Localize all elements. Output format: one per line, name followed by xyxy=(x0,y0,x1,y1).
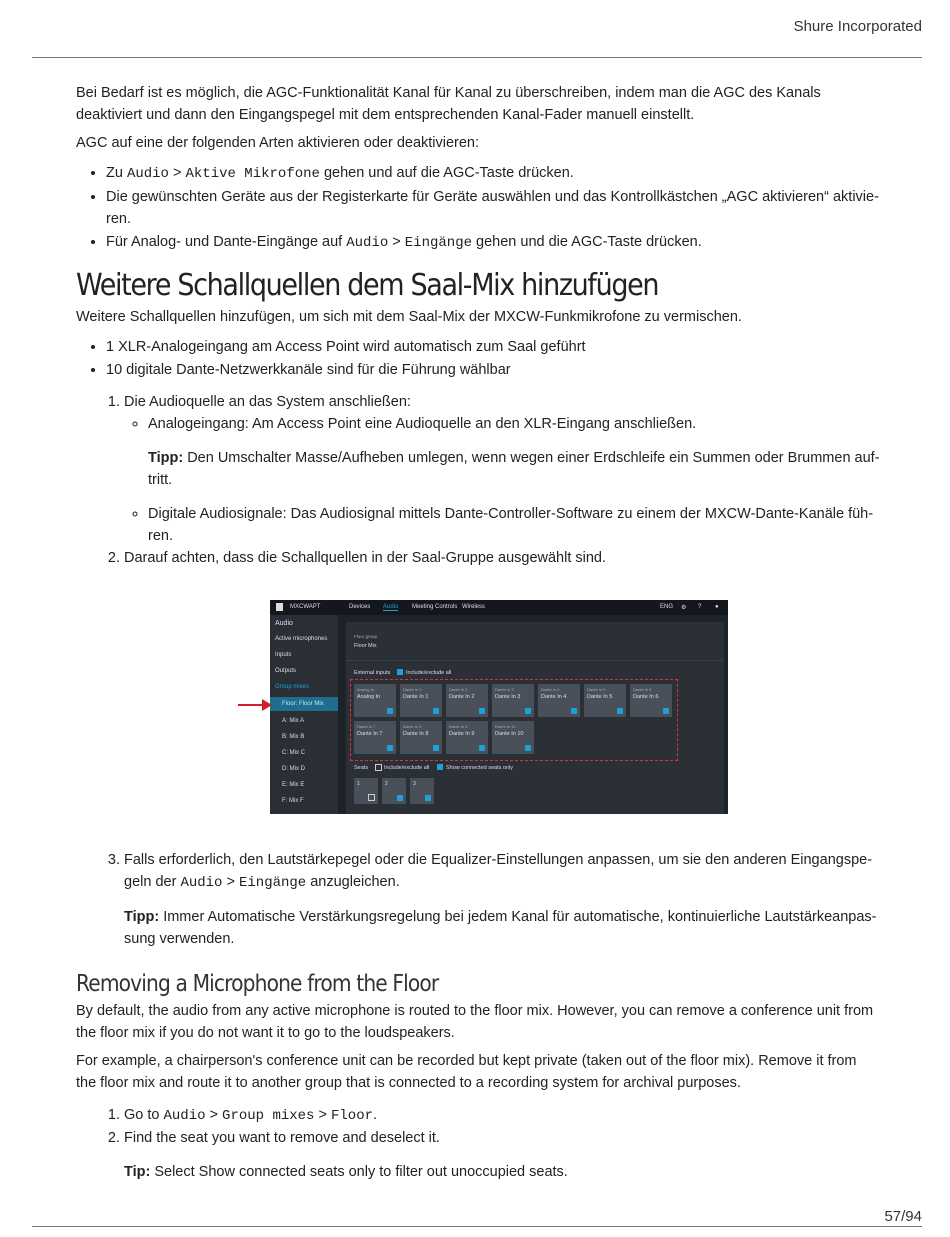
input-card-dante-10[interactable]: Dante In 10 Dante In 10 xyxy=(492,721,534,754)
sidebar-item-inputs[interactable]: Inputs xyxy=(275,652,292,658)
sidebar-item-group-mixes[interactable]: Group mixes xyxy=(275,684,310,690)
section1-paragraph: Weitere Schallquellen hinzufügen, um sich mit dem Saal-Mix der MXCW-Funkmikrofone zu vermischen. xyxy=(76,309,742,325)
input-card-dante-9[interactable]: Dante In 9 Dante In 9 xyxy=(446,721,488,754)
agc-options-list xyxy=(76,162,880,254)
input-card-dante-3[interactable]: Dante In 3 Dante In 3 xyxy=(492,684,534,717)
sidebar-item-mix-a[interactable]: A: Mix A xyxy=(282,718,305,724)
nav-tab-devices[interactable]: Devices xyxy=(349,604,371,610)
seats-label: Seats xyxy=(354,765,369,771)
footer-rule xyxy=(32,1226,922,1227)
floor-group-value[interactable]: Floor Mix xyxy=(354,643,377,649)
sidebar-item-mix-f[interactable]: F: Mix F xyxy=(282,798,304,804)
nav-tab-audio[interactable]: Audio xyxy=(383,604,399,610)
sidebar-item-outputs[interactable]: Outputs xyxy=(275,668,297,674)
sidebar-item-mix-d[interactable]: D: Mix D xyxy=(282,766,305,772)
input-card-dante-8[interactable]: Dante In 8 Dante In 8 xyxy=(400,721,442,754)
section2-steps xyxy=(76,1104,880,1183)
step1-sublist xyxy=(124,413,880,547)
section2-paragraph-2: For example, a chairperson's conference unit can be recorded but kept private (taken out of the floor mix). Remove it from the floor mix and route it to another group that is connected to a recording system for archival purposes. xyxy=(76,1053,857,1091)
input-card-dante-6[interactable]: Dante In 6 Dante In 6 xyxy=(630,684,672,717)
red-arrow-icon xyxy=(238,697,274,713)
user-icon[interactable]: ● xyxy=(715,604,719,610)
include-all-label: Include/exclude all xyxy=(406,670,452,676)
sidebar-item-mix-c[interactable]: C: Mix C xyxy=(282,750,305,756)
tip-show-connected: Tip: Select Show connected seats only to filter out unoccupied seats. xyxy=(124,1164,568,1180)
list-item: ◦ Analogeingang: Am Access Point eine Audioquelle an den XLR-Eingang anschließen. Tipp: Den Umschalter Masse/Aufheben umlegen, wenn wegen einer Erdschleife ein Summen oder Brummen auf-tritt. xyxy=(148,413,880,491)
app-sidebar xyxy=(270,615,338,814)
seat-card-1[interactable]: 1 xyxy=(354,778,378,804)
list-item: ◦ Digitale Audiosignale: Das Audiosignal mittels Dante-Controller-Software zu einem der MXCW-Dante-Kanäle füh-ren. xyxy=(148,503,880,547)
input-card-dante-2[interactable]: Dante In 2 Dante In 2 xyxy=(446,684,488,717)
seat-card-2[interactable]: 2 xyxy=(382,778,406,804)
sidebar-heading-audio: Audio xyxy=(275,620,293,627)
seats-include-label: Include/exclude all xyxy=(384,765,430,771)
include-all-checkbox[interactable] xyxy=(397,669,403,675)
sidebar-item-mix-b[interactable]: B: Mix B xyxy=(282,734,305,740)
input-card-analog-in[interactable]: Analog In Analog In xyxy=(354,684,396,717)
step-1: 1. Die Audioquelle an das System anschließen: ◦ Analogeingang: Am Access Point eine Audioquelle an den XLR-Eingang anschließen. Tipp: Den Umschalter Masse/Aufheben umlegen, wenn wegen einer Erdschleife ein Summen oder Brummen auf-tritt. ◦ Digitale Audiosignale: Das Audiosignal mittels Dante-Controller-Software zu einem der MXCW-Dante-Kanäle füh-ren. xyxy=(124,391,880,547)
show-connected-checkbox[interactable] xyxy=(437,764,443,770)
shure-logo-icon xyxy=(276,603,283,611)
tip-ground-lift: Tipp: Den Umschalter Masse/Aufheben umlegen, wenn wegen einer Erdschleife ein Summen oder Brummen auf-tritt. xyxy=(148,450,880,488)
nav-tab-wireless[interactable]: Wireless xyxy=(462,604,486,610)
list-item: • 10 digitale Dante-Netzwerkkanäle sind für die Führung wählbar xyxy=(106,359,880,381)
floor-group-label: Floor group xyxy=(354,634,378,639)
input-card-dante-4[interactable]: Dante In 4 Dante In 4 xyxy=(538,684,580,717)
app-brand: MXCWAPT xyxy=(290,604,321,610)
intro-paragraph-1: Bei Bedarf ist es möglich, die AGC-Funktionalität Kanal für Kanal zu überschreiben, indem man die AGC des Kanals deaktiviert und dann den Eingangspegel mit dem entsprechenden Kanal-Fader manuell einstellt. xyxy=(76,85,821,123)
external-inputs-label: External inputs xyxy=(354,670,391,676)
step-1: 1. Go to Audio > Group mixes > Floor. xyxy=(124,1104,880,1127)
language-selector[interactable]: ENG xyxy=(660,604,674,610)
show-connected-label: Show connected seats only xyxy=(446,765,513,771)
help-icon[interactable]: ? xyxy=(698,604,702,610)
page-number: 57/94 xyxy=(884,1208,922,1225)
section2-paragraph-1: By default, the audio from any active microphone is routed to the floor mix. However, you can remove a conference unit from the floor mix if you do not want it to go to the loudspeakers. xyxy=(76,1003,874,1041)
step-2: 2. Darauf achten, dass die Schallquellen in der Saal-Gruppe ausgewählt sind. xyxy=(124,547,880,569)
gear-icon[interactable]: ⚙ xyxy=(681,605,687,611)
input-card-dante-7[interactable]: Dante In 7 Dante In 7 xyxy=(354,721,396,754)
section-heading-remove-mic: Removing a Microphone from the Floor xyxy=(76,971,439,997)
list-item: • Für Analog- und Dante-Eingänge auf Audio > Eingänge gehen und die AGC-Taste drücken. xyxy=(106,231,880,254)
sidebar-item-floor[interactable]: Floor: Floor Mix xyxy=(282,701,324,707)
list-item: • 1 XLR-Analogeingang am Access Point wird automatisch zum Saal geführt xyxy=(106,336,880,358)
app-main xyxy=(346,622,724,814)
app-topbar xyxy=(270,600,728,615)
nav-tab-meeting-controls[interactable]: Meeting Controls xyxy=(412,604,458,610)
input-card-dante-5[interactable]: Dante In 5 Dante In 5 xyxy=(584,684,626,717)
sidebar-item-active-microphones[interactable]: Active microphones xyxy=(275,636,328,642)
intro-paragraph-2: AGC auf eine der folgenden Arten aktivieren oder deaktivieren: xyxy=(76,135,480,151)
tip-agc: Tipp: Immer Automatische Verstärkungsregelung bei jedem Kanal für automatische, kontinuierliche Lautstärkeanpas-sung verwenden. xyxy=(124,909,877,947)
list-item: • Zu Audio > Aktive Mikrofone gehen und auf die AGC-Taste drücken. xyxy=(106,162,880,185)
section-heading-saal-mix: Weitere Schallquellen dem Saal-Mix hinzufügen xyxy=(76,268,659,303)
divider xyxy=(346,660,724,661)
seat-card-3[interactable]: 3 xyxy=(410,778,434,804)
step-2: 2. Find the seat you want to remove and deselect it. Tip: Select Show connected seats only to filter out unoccupied seats. xyxy=(124,1127,880,1183)
step-3: 3. Falls erforderlich, den Lautstärkepegel oder die Equalizer-Einstellungen anpassen, um sie den anderen Eingangspe-geln der Audio > Eingänge anzugleichen. Tipp: Immer Automatische Verstärkungsregelung bei jedem Kanal für automatische, kontinuierliche Lautstärkeanpas-sung verwenden. xyxy=(124,849,880,950)
list-item: • Die gewünschten Geräte aus der Registerkarte für Geräte auswählen und das Kontrollkästchen „AGC aktivieren“ aktivie-ren. xyxy=(106,186,880,230)
highlight-dashed-box xyxy=(350,679,678,761)
source-list xyxy=(76,336,880,381)
input-card-dante-1[interactable]: Dante In 1 Dante In 1 xyxy=(400,684,442,717)
page-header-company: Shure Incorporated xyxy=(793,18,922,35)
header-rule xyxy=(32,57,922,58)
app-screenshot xyxy=(270,600,728,814)
seats-include-checkbox[interactable] xyxy=(375,764,382,771)
sidebar-item-mix-e[interactable]: E: Mix E xyxy=(282,782,305,788)
